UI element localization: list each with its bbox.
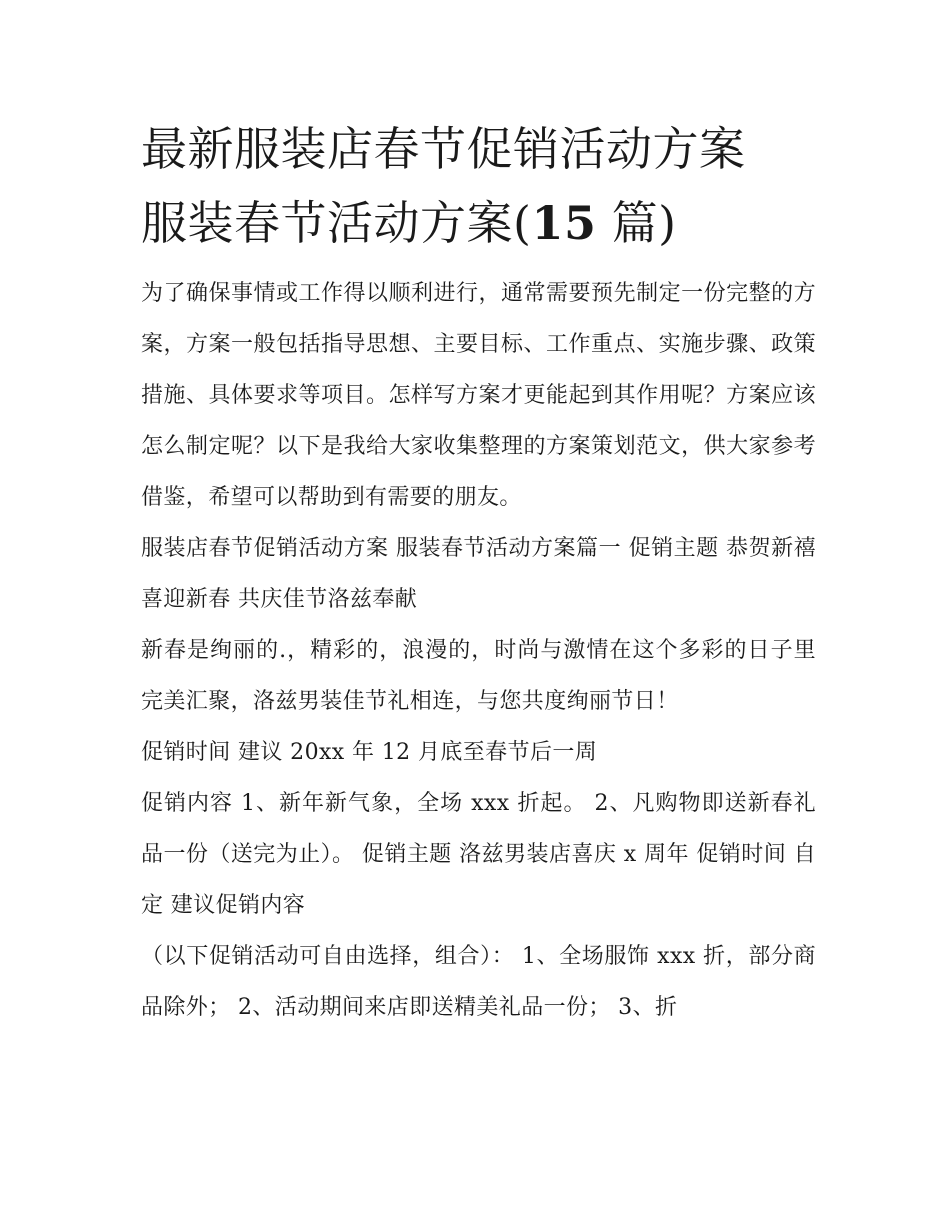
document-title <box>141 112 816 260</box>
paragraph-time: 促销时间 建议 20xx 年 12 月底至春节后一周 <box>141 740 598 765</box>
paragraph-content: 促销内容 1、新年新气象，全场 xxx 折起。 2、凡购物即送新春礼品一份（送完为止）。 促销主题 洛兹男装店喜庆 x 周年 促销时间 自定 建议促销内容 <box>141 791 816 918</box>
title-line-1: 最新服装店春节促销活动方案 <box>141 122 746 176</box>
title-line-2-pre: 服装春节活动方案( <box>141 196 532 250</box>
title-count: 15 <box>531 196 597 250</box>
document-page <box>141 112 816 1033</box>
title-line-2-post: 篇) <box>596 196 677 250</box>
title-line-2 <box>141 196 677 250</box>
paragraph-options: （以下促销活动可自由选择，组合）： 1、全场服饰 xxx 折，部分商品除外； 2、活动期间来店即送精美礼品一份； 3、折 <box>141 944 816 1020</box>
paragraph-intro: 为了确保事情或工作得以顺利进行，通常需要预先制定一份完整的方案，方案一般包括指导思想、主要目标、工作重点、实施步骤、政策措施、具体要求等项目。怎样写方案才更能起到其作用呢？方案应该怎么制定呢？以下是我给大家收集整理的方案策划范文，供大家参考借鉴，希望可以帮助到有需要的朋友。 <box>141 281 816 510</box>
paragraph-theme: 服装店春节促销活动方案 服装春节活动方案篇一 促销主题 恭贺新禧喜迎新春 共庆佳节洛兹奉献 <box>141 536 816 612</box>
paragraph-spring: 新春是绚丽的.，精彩的，浪漫的，时尚与激情在这个多彩的日子里完美汇聚，洛兹男装佳节礼相连，与您共度绚丽节日！ <box>141 638 816 714</box>
